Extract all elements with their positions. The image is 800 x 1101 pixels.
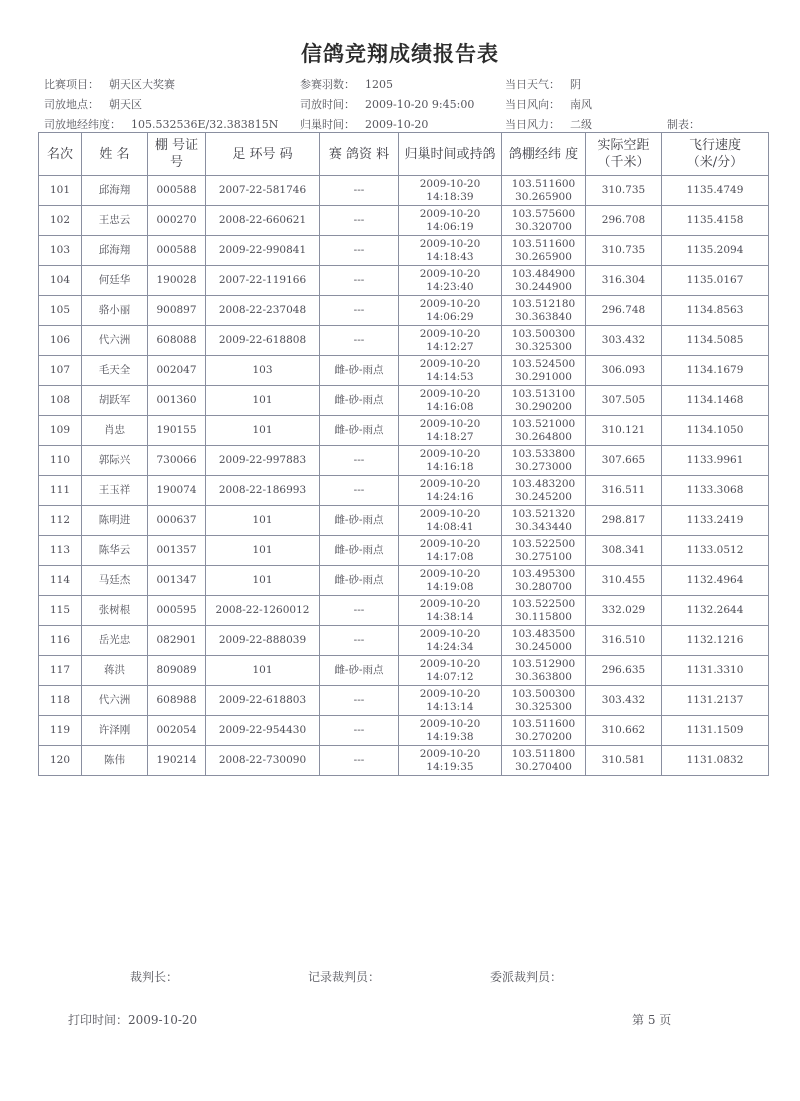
cell-loft-coordinates: 103.512900 30.363800 — [502, 656, 586, 686]
cell-rank: 112 — [39, 506, 82, 536]
table-row — [39, 476, 769, 506]
chief-judge-signature: 裁判长： — [130, 970, 179, 984]
info-label: 制表： — [667, 118, 700, 131]
info-label: 当日风力： — [505, 118, 560, 131]
info-item — [505, 76, 581, 92]
info-item — [505, 96, 592, 112]
cell-pigeon-info: --- — [320, 476, 399, 506]
cell-pigeon-info: 雌-砂-雨点 — [320, 536, 399, 566]
cell-pigeon-info: 雌-砂-雨点 — [320, 566, 399, 596]
info-item — [44, 96, 142, 112]
cell-loft-coordinates: 103.511600 30.265900 — [502, 176, 586, 206]
cell-pigeon-info: --- — [320, 686, 399, 716]
cell-name: 马廷杰 — [82, 566, 148, 596]
cell-loft-id: 000637 — [148, 506, 206, 536]
cell-speed: 1135.4158 — [662, 206, 769, 236]
cell-name: 代六洲 — [82, 686, 148, 716]
cell-ring-number: 101 — [206, 566, 320, 596]
cell-rank: 101 — [39, 176, 82, 206]
cell-name: 郭际兴 — [82, 446, 148, 476]
table-row — [39, 236, 769, 266]
info-item — [300, 116, 428, 132]
table-row — [39, 506, 769, 536]
cell-pigeon-info: --- — [320, 716, 399, 746]
cell-arrival-time: 2009-10-20 14:16:08 — [399, 386, 502, 416]
info-value: 1205 — [365, 78, 393, 91]
info-value: 105.532536E/32.383815N — [131, 118, 279, 131]
info-label: 司放时间： — [300, 98, 355, 111]
cell-pigeon-info: --- — [320, 626, 399, 656]
cell-arrival-time: 2009-10-20 14:07:12 — [399, 656, 502, 686]
cell-distance: 310.735 — [586, 176, 662, 206]
header-speed: 飞行速度（米/分） — [662, 133, 769, 176]
cell-pigeon-info: --- — [320, 236, 399, 266]
cell-distance: 316.510 — [586, 626, 662, 656]
header-time: 归巢时间或持鸽 — [399, 133, 502, 176]
cell-loft-id: 001357 — [148, 536, 206, 566]
table-row — [39, 536, 769, 566]
info-label: 司放地经纬度： — [44, 118, 121, 131]
cell-speed: 1132.1216 — [662, 626, 769, 656]
table-row — [39, 746, 769, 776]
cell-speed: 1135.2094 — [662, 236, 769, 266]
cell-arrival-time: 2009-10-20 14:18:43 — [399, 236, 502, 266]
cell-name: 毛天全 — [82, 356, 148, 386]
cell-distance: 310.581 — [586, 746, 662, 776]
cell-rank: 114 — [39, 566, 82, 596]
cell-arrival-time: 2009-10-20 14:23:40 — [399, 266, 502, 296]
cell-distance: 296.748 — [586, 296, 662, 326]
cell-speed: 1131.3310 — [662, 656, 769, 686]
cell-name: 陈伟 — [82, 746, 148, 776]
table-row — [39, 326, 769, 356]
cell-arrival-time: 2009-10-20 14:13:14 — [399, 686, 502, 716]
cell-name: 陈明进 — [82, 506, 148, 536]
cell-distance: 307.505 — [586, 386, 662, 416]
table-body — [39, 176, 769, 776]
cell-speed: 1131.2137 — [662, 686, 769, 716]
cell-ring-number: 101 — [206, 416, 320, 446]
cell-ring-number: 101 — [206, 536, 320, 566]
cell-ring-number: 2009-22-618803 — [206, 686, 320, 716]
cell-pigeon-info: --- — [320, 176, 399, 206]
info-value: 南风 — [570, 98, 592, 111]
cell-loft-id: 001360 — [148, 386, 206, 416]
cell-distance: 316.511 — [586, 476, 662, 506]
cell-loft-id: 608988 — [148, 686, 206, 716]
cell-rank: 107 — [39, 356, 82, 386]
info-value: 朝天区 — [109, 98, 142, 111]
cell-ring-number: 2008-22-186993 — [206, 476, 320, 506]
cell-speed: 1134.5085 — [662, 326, 769, 356]
info-item — [44, 76, 175, 92]
table-row — [39, 386, 769, 416]
cell-name: 骆小丽 — [82, 296, 148, 326]
info-label: 当日天气： — [505, 78, 560, 91]
cell-rank: 110 — [39, 446, 82, 476]
cell-rank: 108 — [39, 386, 82, 416]
recorder-judge-signature: 记录裁判员： — [308, 970, 381, 984]
cell-arrival-time: 2009-10-20 14:24:16 — [399, 476, 502, 506]
cell-ring-number: 2009-22-990841 — [206, 236, 320, 266]
cell-rank: 105 — [39, 296, 82, 326]
cell-rank: 116 — [39, 626, 82, 656]
cell-loft-id: 730066 — [148, 446, 206, 476]
cell-ring-number: 2008-22-730090 — [206, 746, 320, 776]
cell-pigeon-info: --- — [320, 326, 399, 356]
cell-loft-coordinates: 103.512180 30.363840 — [502, 296, 586, 326]
table-row — [39, 716, 769, 746]
cell-ring-number: 2008-22-1260012 — [206, 596, 320, 626]
cell-name: 蒋洪 — [82, 656, 148, 686]
cell-loft-id: 002047 — [148, 356, 206, 386]
cell-speed: 1135.0167 — [662, 266, 769, 296]
info-item — [505, 116, 592, 132]
cell-name: 岳光忠 — [82, 626, 148, 656]
cell-speed: 1134.1468 — [662, 386, 769, 416]
info-value: 2009-10-20 9:45:00 — [365, 98, 475, 111]
cell-pigeon-info: 雌-砂-雨点 — [320, 356, 399, 386]
cell-ring-number: 103 — [206, 356, 320, 386]
cell-rank: 102 — [39, 206, 82, 236]
cell-distance: 306.093 — [586, 356, 662, 386]
print-time: 打印时间：2009-10-20 — [68, 1013, 198, 1027]
cell-loft-coordinates: 103.522500 30.275100 — [502, 536, 586, 566]
cell-ring-number: 2008-22-237048 — [206, 296, 320, 326]
cell-ring-number: 101 — [206, 506, 320, 536]
table-row — [39, 266, 769, 296]
table-row — [39, 416, 769, 446]
cell-distance: 296.708 — [586, 206, 662, 236]
cell-pigeon-info: --- — [320, 446, 399, 476]
cell-speed: 1133.9961 — [662, 446, 769, 476]
cell-loft-coordinates: 103.484900 30.244900 — [502, 266, 586, 296]
cell-loft-id: 190028 — [148, 266, 206, 296]
cell-arrival-time: 2009-10-20 14:18:39 — [399, 176, 502, 206]
page-number: 第 5 页 — [632, 1013, 672, 1027]
header-rank: 名次 — [39, 133, 82, 176]
cell-rank: 119 — [39, 716, 82, 746]
cell-speed: 1134.8563 — [662, 296, 769, 326]
cell-speed: 1132.4964 — [662, 566, 769, 596]
cell-loft-coordinates: 103.483200 30.245200 — [502, 476, 586, 506]
info-label: 当日风向： — [505, 98, 560, 111]
cell-rank: 103 — [39, 236, 82, 266]
cell-speed: 1133.3068 — [662, 476, 769, 506]
cell-arrival-time: 2009-10-20 14:24:34 — [399, 626, 502, 656]
cell-rank: 113 — [39, 536, 82, 566]
table-row — [39, 206, 769, 236]
cell-pigeon-info: --- — [320, 746, 399, 776]
header-ring: 足 环号 码 — [206, 133, 320, 176]
cell-pigeon-info: 雌-砂-雨点 — [320, 506, 399, 536]
cell-rank: 117 — [39, 656, 82, 686]
table-row — [39, 356, 769, 386]
cell-loft-coordinates: 103.500300 30.325300 — [502, 326, 586, 356]
cell-loft-id: 000270 — [148, 206, 206, 236]
cell-loft-id: 900897 — [148, 296, 206, 326]
table-row — [39, 566, 769, 596]
info-value: 2009-10-20 — [365, 118, 429, 131]
cell-loft-id: 001347 — [148, 566, 206, 596]
cell-arrival-time: 2009-10-20 14:16:18 — [399, 446, 502, 476]
cell-speed: 1133.2419 — [662, 506, 769, 536]
cell-pigeon-info: --- — [320, 266, 399, 296]
cell-name: 胡跃军 — [82, 386, 148, 416]
cell-rank: 111 — [39, 476, 82, 506]
cell-loft-id: 000595 — [148, 596, 206, 626]
cell-pigeon-info: --- — [320, 296, 399, 326]
header-loft: 棚 号证 号 — [148, 133, 206, 176]
table-row — [39, 596, 769, 626]
cell-arrival-time: 2009-10-20 14:14:53 — [399, 356, 502, 386]
cell-ring-number: 2007-22-119166 — [206, 266, 320, 296]
cell-loft-id: 082901 — [148, 626, 206, 656]
cell-distance: 316.304 — [586, 266, 662, 296]
cell-loft-coordinates: 103.522500 30.115800 — [502, 596, 586, 626]
info-item — [300, 96, 474, 112]
info-value: 朝天区大奖赛 — [109, 78, 175, 91]
cell-loft-id: 000588 — [148, 236, 206, 266]
cell-ring-number: 2007-22-581746 — [206, 176, 320, 206]
cell-arrival-time: 2009-10-20 14:06:19 — [399, 206, 502, 236]
cell-loft-id: 190214 — [148, 746, 206, 776]
cell-ring-number: 101 — [206, 386, 320, 416]
header-coords: 鸽棚经纬 度 — [502, 133, 586, 176]
cell-arrival-time: 2009-10-20 14:38:14 — [399, 596, 502, 626]
cell-speed: 1135.4749 — [662, 176, 769, 206]
cell-loft-id: 190155 — [148, 416, 206, 446]
cell-arrival-time: 2009-10-20 14:19:38 — [399, 716, 502, 746]
cell-loft-coordinates: 103.524500 30.291000 — [502, 356, 586, 386]
info-item — [44, 116, 278, 132]
info-item — [667, 116, 710, 132]
cell-distance: 332.029 — [586, 596, 662, 626]
cell-speed: 1134.1050 — [662, 416, 769, 446]
cell-rank: 120 — [39, 746, 82, 776]
header-distance: 实际空距（千米） — [586, 133, 662, 176]
table-row — [39, 446, 769, 476]
cell-name: 代六洲 — [82, 326, 148, 356]
cell-ring-number: 2008-22-660621 — [206, 206, 320, 236]
cell-ring-number: 2009-22-954430 — [206, 716, 320, 746]
info-value: 二级 — [570, 118, 592, 131]
cell-name: 张树根 — [82, 596, 148, 626]
cell-speed: 1133.0512 — [662, 536, 769, 566]
cell-name: 王忠云 — [82, 206, 148, 236]
cell-speed: 1134.1679 — [662, 356, 769, 386]
cell-distance: 303.432 — [586, 326, 662, 356]
table-row — [39, 656, 769, 686]
report-title: 信鸽竞翔成绩报告表 — [301, 41, 499, 66]
cell-pigeon-info: --- — [320, 206, 399, 236]
cell-arrival-time: 2009-10-20 14:19:35 — [399, 746, 502, 776]
header-name: 姓 名 — [82, 133, 148, 176]
cell-pigeon-info: 雌-砂-雨点 — [320, 416, 399, 446]
table-row — [39, 176, 769, 206]
cell-distance: 296.635 — [586, 656, 662, 686]
cell-speed: 1132.2644 — [662, 596, 769, 626]
cell-pigeon-info: 雌-砂-雨点 — [320, 386, 399, 416]
cell-rank: 118 — [39, 686, 82, 716]
cell-loft-coordinates: 103.521000 30.264800 — [502, 416, 586, 446]
cell-loft-coordinates: 103.511800 30.270400 — [502, 746, 586, 776]
cell-pigeon-info: --- — [320, 596, 399, 626]
info-value: 阴 — [570, 78, 581, 91]
cell-name: 王玉祥 — [82, 476, 148, 506]
cell-distance: 310.662 — [586, 716, 662, 746]
cell-name: 邱海翔 — [82, 176, 148, 206]
cell-rank: 109 — [39, 416, 82, 446]
info-label: 归巢时间： — [300, 118, 355, 131]
cell-name: 许泽刚 — [82, 716, 148, 746]
cell-loft-id: 809089 — [148, 656, 206, 686]
cell-speed: 1131.1509 — [662, 716, 769, 746]
cell-arrival-time: 2009-10-20 14:17:08 — [399, 536, 502, 566]
cell-arrival-time: 2009-10-20 14:19:08 — [399, 566, 502, 596]
info-item — [300, 76, 393, 92]
results-table — [38, 132, 769, 776]
cell-loft-coordinates: 103.511600 30.270200 — [502, 716, 586, 746]
info-label: 司放地点： — [44, 98, 99, 111]
cell-ring-number: 101 — [206, 656, 320, 686]
cell-distance: 310.735 — [586, 236, 662, 266]
cell-loft-coordinates: 103.533800 30.273000 — [502, 446, 586, 476]
cell-loft-coordinates: 103.511600 30.265900 — [502, 236, 586, 266]
cell-loft-coordinates: 103.521320 30.343440 — [502, 506, 586, 536]
cell-loft-coordinates: 103.513100 30.290200 — [502, 386, 586, 416]
table-row — [39, 296, 769, 326]
cell-ring-number: 2009-22-888039 — [206, 626, 320, 656]
cell-rank: 115 — [39, 596, 82, 626]
cell-rank: 106 — [39, 326, 82, 356]
cell-loft-id: 608088 — [148, 326, 206, 356]
cell-arrival-time: 2009-10-20 14:18:27 — [399, 416, 502, 446]
cell-loft-id: 000588 — [148, 176, 206, 206]
cell-speed: 1131.0832 — [662, 746, 769, 776]
cell-ring-number: 2009-22-997883 — [206, 446, 320, 476]
table-row — [39, 686, 769, 716]
cell-distance: 310.455 — [586, 566, 662, 596]
cell-arrival-time: 2009-10-20 14:08:41 — [399, 506, 502, 536]
cell-loft-coordinates: 103.500300 30.325300 — [502, 686, 586, 716]
cell-name: 肖忠 — [82, 416, 148, 446]
cell-loft-coordinates: 103.483500 30.245000 — [502, 626, 586, 656]
cell-loft-id: 190074 — [148, 476, 206, 506]
table-row — [39, 626, 769, 656]
cell-rank: 104 — [39, 266, 82, 296]
cell-loft-id: 002054 — [148, 716, 206, 746]
cell-distance: 310.121 — [586, 416, 662, 446]
cell-loft-coordinates: 103.575600 30.320700 — [502, 206, 586, 236]
cell-pigeon-info: 雌-砂-雨点 — [320, 656, 399, 686]
cell-name: 何廷华 — [82, 266, 148, 296]
cell-arrival-time: 2009-10-20 14:06:29 — [399, 296, 502, 326]
delegate-judge-signature: 委派裁判员： — [490, 970, 563, 984]
cell-distance: 308.341 — [586, 536, 662, 566]
cell-distance: 298.817 — [586, 506, 662, 536]
header-pigeon: 赛 鸽资 料 — [320, 133, 399, 176]
cell-arrival-time: 2009-10-20 14:12:27 — [399, 326, 502, 356]
cell-loft-coordinates: 103.495300 30.280700 — [502, 566, 586, 596]
cell-name: 邱海翔 — [82, 236, 148, 266]
cell-distance: 303.432 — [586, 686, 662, 716]
cell-ring-number: 2009-22-618808 — [206, 326, 320, 356]
cell-name: 陈华云 — [82, 536, 148, 566]
table-header-row — [39, 133, 769, 176]
info-label: 参赛羽数： — [300, 78, 355, 91]
info-label: 比赛项目： — [44, 78, 99, 91]
cell-distance: 307.665 — [586, 446, 662, 476]
